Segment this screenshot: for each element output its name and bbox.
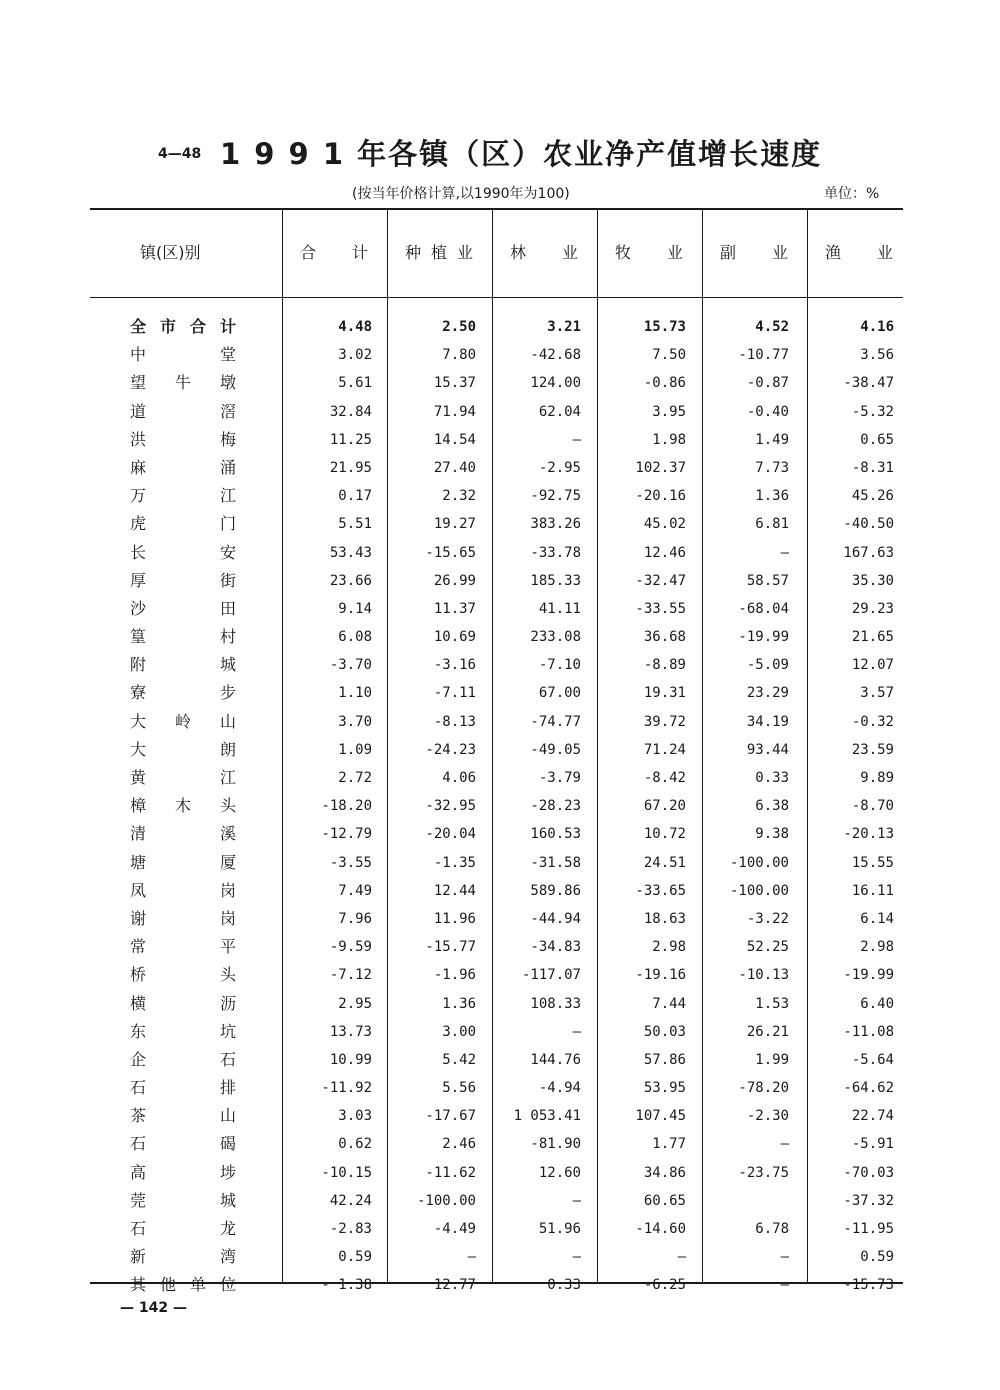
region-name: 篁 村 bbox=[130, 627, 236, 647]
value-cell: 144.76 bbox=[530, 1051, 581, 1068]
table-row bbox=[0, 679, 1000, 707]
value-cell: -11.95 bbox=[843, 1221, 894, 1237]
value-cell: 10.99 bbox=[329, 1051, 372, 1068]
value-cell: -11.08 bbox=[843, 1023, 894, 1040]
region-name: 大 朗 bbox=[130, 739, 236, 759]
page-title: 1 9 9 1 年各镇（区）农业净产值增长速度 bbox=[220, 137, 823, 171]
value-cell: 2.72 bbox=[338, 770, 372, 786]
region-name: 常 平 bbox=[130, 937, 236, 957]
value-cell: 2.32 bbox=[442, 488, 476, 505]
value-cell: 12.46 bbox=[643, 544, 686, 561]
value-cell: -34.83 bbox=[530, 939, 581, 956]
region-name: 万 江 bbox=[130, 486, 236, 506]
value-cell: -31.58 bbox=[530, 854, 581, 871]
table-row bbox=[0, 708, 1000, 736]
value-cell: 36.68 bbox=[643, 629, 686, 646]
value-cell: 18.63 bbox=[643, 910, 686, 927]
region-name: 凤 岗 bbox=[130, 880, 236, 900]
table-top-rule bbox=[90, 208, 903, 210]
value-cell: -2.83 bbox=[329, 1221, 372, 1237]
value-cell: 3.02 bbox=[338, 347, 372, 364]
value-cell: 15.55 bbox=[851, 854, 894, 871]
value-cell: -15.65 bbox=[425, 544, 476, 561]
value-cell: 1.99 bbox=[755, 1051, 789, 1068]
value-cell: -19.99 bbox=[738, 629, 789, 646]
value-cell: -5.32 bbox=[851, 403, 894, 420]
value-cell: 124.00 bbox=[530, 375, 581, 392]
table-row bbox=[0, 792, 1000, 820]
region-name: 樟 木 头 bbox=[130, 796, 236, 816]
value-cell: 383.26 bbox=[530, 516, 581, 533]
table-row bbox=[0, 426, 1000, 454]
value-cell: 4.48 bbox=[338, 319, 372, 335]
table-row bbox=[0, 820, 1000, 848]
region-name: 桥 头 bbox=[130, 965, 236, 985]
value-cell: 24.51 bbox=[643, 854, 686, 871]
value-cell: — bbox=[467, 1249, 476, 1266]
value-cell: 0.62 bbox=[338, 1136, 372, 1153]
value-cell: -8.31 bbox=[851, 459, 894, 476]
value-cell: 11.25 bbox=[329, 431, 372, 448]
region-name: 麻 涌 bbox=[130, 457, 236, 477]
value-cell: 0.33 bbox=[547, 1277, 581, 1294]
value-cell: -8.89 bbox=[643, 657, 686, 674]
table-row bbox=[0, 1102, 1000, 1130]
header-total: 合 计 bbox=[300, 243, 368, 262]
value-cell: 7.96 bbox=[338, 910, 372, 927]
value-cell: 9.38 bbox=[755, 826, 789, 843]
region-name: 石 龙 bbox=[130, 1219, 236, 1238]
region-name: 厚 街 bbox=[130, 570, 236, 590]
region-name: 道 滘 bbox=[130, 401, 236, 421]
value-cell: -100.00 bbox=[729, 882, 789, 899]
value-cell: -8.42 bbox=[643, 770, 686, 786]
value-cell: -1.35 bbox=[433, 854, 476, 871]
value-cell: 102.37 bbox=[635, 459, 686, 476]
value-cell: 3.56 bbox=[860, 347, 894, 364]
value-cell: -19.99 bbox=[843, 967, 894, 984]
value-cell: 1.49 bbox=[755, 431, 789, 448]
value-cell: 19.31 bbox=[643, 685, 686, 702]
value-cell: -92.75 bbox=[530, 488, 581, 505]
value-cell: 62.04 bbox=[538, 403, 581, 420]
region-name: 东 坑 bbox=[130, 1021, 236, 1041]
value-cell: -5.09 bbox=[746, 657, 789, 674]
table-header-rule bbox=[90, 297, 903, 298]
value-cell: -64.62 bbox=[843, 1080, 894, 1097]
value-cell: 11.37 bbox=[433, 600, 476, 617]
header-fishery: 渔 业 bbox=[825, 243, 893, 262]
value-cell: 7.50 bbox=[652, 347, 686, 364]
table-row bbox=[0, 905, 1000, 933]
value-cell: 12.60 bbox=[538, 1164, 581, 1181]
value-cell: 2.98 bbox=[860, 939, 894, 956]
region-name: 寮 步 bbox=[130, 683, 236, 703]
table-number: 4—48 bbox=[158, 146, 202, 162]
table-row bbox=[0, 1130, 1000, 1158]
value-cell: -3.70 bbox=[329, 657, 372, 674]
table-row bbox=[0, 567, 1000, 595]
value-cell: 167.63 bbox=[843, 544, 894, 561]
value-cell: -28.23 bbox=[530, 798, 581, 815]
region-name: 莞 城 bbox=[130, 1190, 236, 1210]
value-cell: 29.23 bbox=[851, 600, 894, 617]
value-cell: 3.21 bbox=[547, 319, 581, 335]
value-cell: — bbox=[572, 1249, 581, 1266]
value-cell: 58.57 bbox=[746, 572, 789, 589]
value-cell: 1.09 bbox=[338, 741, 372, 758]
value-cell: -81.90 bbox=[530, 1136, 581, 1153]
value-cell: -70.03 bbox=[843, 1164, 894, 1181]
value-cell: 7.73 bbox=[755, 459, 789, 476]
value-cell: 233.08 bbox=[530, 629, 581, 646]
subtitle: (按当年价格计算,以1990年为100) bbox=[352, 186, 570, 202]
value-cell: 2.95 bbox=[338, 995, 372, 1012]
title-block bbox=[0, 132, 1000, 172]
value-cell: -78.20 bbox=[738, 1080, 789, 1097]
value-cell: -7.11 bbox=[433, 685, 476, 702]
region-name: 企 石 bbox=[130, 1049, 236, 1069]
region-name: 谢 岗 bbox=[130, 908, 236, 928]
value-cell: -33.55 bbox=[635, 600, 686, 617]
value-cell: 32.84 bbox=[329, 403, 372, 420]
value-cell: 0.33 bbox=[755, 770, 789, 786]
value-cell: -19.16 bbox=[635, 967, 686, 984]
value-cell: 5.61 bbox=[338, 375, 372, 392]
region-name: 高 埗 bbox=[130, 1162, 236, 1182]
value-cell: — bbox=[780, 544, 789, 561]
value-cell: 12.07 bbox=[851, 657, 894, 674]
table-row bbox=[0, 1271, 1000, 1299]
value-cell: -40.50 bbox=[843, 516, 894, 533]
table-row bbox=[0, 1243, 1000, 1271]
value-cell: 34.86 bbox=[643, 1164, 686, 1181]
value-cell: -11.92 bbox=[321, 1080, 372, 1097]
value-cell: 13.73 bbox=[329, 1023, 372, 1040]
value-cell: -10.77 bbox=[738, 347, 789, 364]
value-cell: -0.32 bbox=[851, 713, 894, 730]
table-body bbox=[0, 313, 1000, 1300]
value-cell: 107.45 bbox=[635, 1108, 686, 1125]
value-cell: -7.10 bbox=[538, 657, 581, 674]
value-cell: -3.55 bbox=[329, 854, 372, 871]
value-cell: -0.87 bbox=[746, 375, 789, 392]
table-row bbox=[0, 651, 1000, 679]
table-row bbox=[0, 961, 1000, 989]
value-cell: -32.47 bbox=[635, 572, 686, 589]
value-cell: - 1.38 bbox=[321, 1277, 372, 1294]
value-cell: 71.24 bbox=[643, 741, 686, 758]
value-cell: -2.95 bbox=[538, 459, 581, 476]
value-cell: 14.54 bbox=[433, 431, 476, 448]
value-cell: -20.04 bbox=[425, 826, 476, 843]
value-cell: 21.95 bbox=[329, 459, 372, 476]
table-row bbox=[0, 454, 1000, 482]
value-cell: 3.03 bbox=[338, 1108, 372, 1125]
table-row bbox=[0, 990, 1000, 1018]
value-cell: -15.73 bbox=[843, 1277, 894, 1294]
value-cell: -0.40 bbox=[746, 403, 789, 420]
value-cell: 0.59 bbox=[860, 1249, 894, 1266]
value-cell: -10.13 bbox=[738, 967, 789, 984]
value-cell: — bbox=[780, 1136, 789, 1153]
value-cell: 16.11 bbox=[851, 882, 894, 899]
value-cell: 26.21 bbox=[746, 1023, 789, 1040]
value-cell: 0.59 bbox=[338, 1249, 372, 1266]
region-name: 全 市 合 计 bbox=[130, 317, 236, 336]
value-cell: -8.70 bbox=[851, 798, 894, 815]
value-cell: 41.11 bbox=[538, 600, 581, 617]
header-crop: 种 植 业 bbox=[405, 243, 473, 262]
table-row bbox=[0, 1018, 1000, 1046]
value-cell: 3.95 bbox=[652, 403, 686, 420]
table-row bbox=[0, 1159, 1000, 1187]
table-row bbox=[0, 849, 1000, 877]
value-cell: 1.53 bbox=[755, 995, 789, 1012]
value-cell: 1.36 bbox=[442, 995, 476, 1012]
value-cell: 2.98 bbox=[652, 939, 686, 956]
value-cell: 1.10 bbox=[338, 685, 372, 702]
value-cell: -23.75 bbox=[738, 1164, 789, 1181]
region-name: 石 碣 bbox=[130, 1134, 236, 1154]
value-cell: 57.86 bbox=[643, 1051, 686, 1068]
value-cell: 6.08 bbox=[338, 629, 372, 646]
value-cell: 0.17 bbox=[338, 488, 372, 505]
value-cell: 53.43 bbox=[329, 544, 372, 561]
value-cell: -100.00 bbox=[416, 1192, 476, 1209]
region-name: 石 排 bbox=[130, 1078, 236, 1098]
value-cell: 7.80 bbox=[442, 347, 476, 364]
value-cell: 6.14 bbox=[860, 910, 894, 927]
value-cell: -8.13 bbox=[433, 713, 476, 730]
value-cell: -68.04 bbox=[738, 600, 789, 617]
value-cell: 23.59 bbox=[851, 741, 894, 758]
value-cell: -100.00 bbox=[729, 854, 789, 871]
value-cell: 15.37 bbox=[433, 375, 476, 392]
unit-label: 单位：% bbox=[824, 186, 880, 202]
value-cell: 53.95 bbox=[643, 1080, 686, 1097]
value-cell: -32.95 bbox=[425, 798, 476, 815]
header-forestry: 林 业 bbox=[510, 243, 578, 262]
value-cell: -14.60 bbox=[635, 1221, 686, 1237]
value-cell: -5.64 bbox=[851, 1051, 894, 1068]
region-name: 洪 梅 bbox=[130, 429, 236, 449]
value-cell: 2.46 bbox=[442, 1136, 476, 1153]
header-animal: 牧 业 bbox=[615, 243, 683, 262]
value-cell: 160.53 bbox=[530, 826, 581, 843]
header-region: 镇(区)别 bbox=[140, 243, 201, 262]
value-cell: 15.73 bbox=[643, 319, 686, 335]
table-row bbox=[0, 1215, 1000, 1243]
value-cell: 11.96 bbox=[433, 910, 476, 927]
value-cell: 52.25 bbox=[746, 939, 789, 956]
value-cell: 93.44 bbox=[746, 741, 789, 758]
value-cell: -9.59 bbox=[329, 939, 372, 956]
value-cell: -20.16 bbox=[635, 488, 686, 505]
value-cell: -10.15 bbox=[321, 1164, 372, 1181]
region-name: 虎 门 bbox=[130, 514, 236, 534]
table-row bbox=[0, 510, 1000, 538]
value-cell: 3.57 bbox=[860, 685, 894, 702]
value-cell: 71.94 bbox=[433, 403, 476, 420]
region-name: 望 牛 墩 bbox=[130, 373, 236, 393]
page-number: — 142 — bbox=[120, 1300, 187, 1316]
value-cell: — bbox=[780, 1249, 789, 1266]
value-cell: 21.65 bbox=[851, 629, 894, 646]
table-row bbox=[0, 341, 1000, 369]
value-cell: — bbox=[572, 1192, 581, 1209]
value-cell: 12.44 bbox=[433, 882, 476, 899]
value-cell: 6.78 bbox=[755, 1221, 789, 1237]
table-row bbox=[0, 933, 1000, 961]
value-cell: — bbox=[572, 1023, 581, 1040]
value-cell: 67.20 bbox=[643, 798, 686, 815]
value-cell: 45.02 bbox=[643, 516, 686, 533]
value-cell: -11.62 bbox=[425, 1164, 476, 1181]
table-row bbox=[0, 539, 1000, 567]
value-cell: 39.72 bbox=[643, 713, 686, 730]
table-row bbox=[0, 1046, 1000, 1074]
value-cell: -44.94 bbox=[530, 910, 581, 927]
value-cell: -6.25 bbox=[643, 1277, 686, 1294]
value-cell: 6.40 bbox=[860, 995, 894, 1012]
value-cell: 51.96 bbox=[538, 1221, 581, 1237]
value-cell: -15.77 bbox=[425, 939, 476, 956]
value-cell: 60.65 bbox=[643, 1192, 686, 1209]
value-cell: 1.77 bbox=[652, 1136, 686, 1153]
region-name: 中 堂 bbox=[130, 345, 236, 365]
value-cell: -33.78 bbox=[530, 544, 581, 561]
table-row-total bbox=[0, 313, 1000, 341]
value-cell: 42.24 bbox=[329, 1192, 372, 1209]
value-cell: -1.96 bbox=[433, 967, 476, 984]
value-cell: 589.86 bbox=[530, 882, 581, 899]
table-row bbox=[0, 623, 1000, 651]
table-row bbox=[0, 764, 1000, 792]
table-row bbox=[0, 1187, 1000, 1215]
value-cell: 3.70 bbox=[338, 713, 372, 730]
value-cell: 4.06 bbox=[442, 770, 476, 786]
value-cell: 23.29 bbox=[746, 685, 789, 702]
value-cell: -0.86 bbox=[643, 375, 686, 392]
region-name: 清 溪 bbox=[130, 824, 236, 844]
region-name: 新 湾 bbox=[130, 1247, 236, 1267]
value-cell: — bbox=[572, 431, 581, 448]
value-cell: -2.30 bbox=[746, 1108, 789, 1125]
value-cell: 19.27 bbox=[433, 516, 476, 533]
value-cell: 7.49 bbox=[338, 882, 372, 899]
table-row bbox=[0, 736, 1000, 764]
value-cell: 5.51 bbox=[338, 516, 372, 533]
value-cell: 4.16 bbox=[860, 319, 894, 335]
table-row bbox=[0, 369, 1000, 397]
region-name: 大 岭 山 bbox=[130, 711, 236, 731]
value-cell: -42.68 bbox=[530, 347, 581, 364]
table-row bbox=[0, 877, 1000, 905]
value-cell: -7.12 bbox=[329, 967, 372, 984]
value-cell: -20.13 bbox=[843, 826, 894, 843]
value-cell: — bbox=[780, 1277, 789, 1294]
value-cell: 1 053.41 bbox=[513, 1108, 581, 1125]
region-name: 附 城 bbox=[130, 655, 236, 675]
value-cell: 185.33 bbox=[530, 572, 581, 589]
region-name: 其 他 单 位 bbox=[130, 1275, 236, 1295]
value-cell: 9.89 bbox=[860, 770, 894, 786]
region-name: 塘 厦 bbox=[130, 852, 236, 872]
region-name: 黄 江 bbox=[130, 768, 236, 787]
value-cell: 10.72 bbox=[643, 826, 686, 843]
value-cell: 45.26 bbox=[851, 488, 894, 505]
value-cell: -3.22 bbox=[746, 910, 789, 927]
value-cell: 12.77 bbox=[433, 1277, 476, 1294]
value-cell: 6.81 bbox=[755, 516, 789, 533]
value-cell: 5.42 bbox=[442, 1051, 476, 1068]
value-cell: 3.00 bbox=[442, 1023, 476, 1040]
value-cell: -18.20 bbox=[321, 798, 372, 815]
value-cell: 0.65 bbox=[860, 431, 894, 448]
value-cell: 5.56 bbox=[442, 1080, 476, 1097]
value-cell: -4.94 bbox=[538, 1080, 581, 1097]
value-cell: -3.16 bbox=[433, 657, 476, 674]
value-cell: -17.67 bbox=[425, 1108, 476, 1125]
value-cell: -38.47 bbox=[843, 375, 894, 392]
value-cell: -37.32 bbox=[843, 1192, 894, 1209]
value-cell: 10.69 bbox=[433, 629, 476, 646]
value-cell: 6.38 bbox=[755, 798, 789, 815]
value-cell: 26.99 bbox=[433, 572, 476, 589]
value-cell: 35.30 bbox=[851, 572, 894, 589]
value-cell: 4.52 bbox=[755, 319, 789, 335]
value-cell: — bbox=[677, 1249, 686, 1266]
value-cell: -117.07 bbox=[521, 967, 581, 984]
table-row bbox=[0, 482, 1000, 510]
table-row bbox=[0, 398, 1000, 426]
value-cell: -5.91 bbox=[851, 1136, 894, 1153]
value-cell: 27.40 bbox=[433, 459, 476, 476]
value-cell: 2.50 bbox=[442, 319, 476, 335]
value-cell: 9.14 bbox=[338, 600, 372, 617]
value-cell: -74.77 bbox=[530, 713, 581, 730]
region-name: 沙 田 bbox=[130, 598, 236, 618]
table-row bbox=[0, 1074, 1000, 1102]
region-name: 茶 山 bbox=[130, 1106, 236, 1126]
value-cell: 67.00 bbox=[538, 685, 581, 702]
value-cell: 7.44 bbox=[652, 995, 686, 1012]
value-cell: -49.05 bbox=[530, 741, 581, 758]
value-cell: 108.33 bbox=[530, 995, 581, 1012]
value-cell: 1.98 bbox=[652, 431, 686, 448]
value-cell: 23.66 bbox=[329, 572, 372, 589]
value-cell: -24.23 bbox=[425, 741, 476, 758]
header-sideline: 副 业 bbox=[720, 243, 788, 262]
value-cell: -4.49 bbox=[433, 1221, 476, 1237]
value-cell: 1.36 bbox=[755, 488, 789, 505]
region-name: 横 沥 bbox=[130, 993, 236, 1013]
value-cell: 50.03 bbox=[643, 1023, 686, 1040]
region-name: 长 安 bbox=[130, 542, 236, 562]
value-cell: -12.79 bbox=[321, 826, 372, 843]
table-row bbox=[0, 595, 1000, 623]
value-cell: 34.19 bbox=[746, 713, 789, 730]
value-cell: -3.79 bbox=[538, 770, 581, 786]
value-cell: -33.65 bbox=[635, 882, 686, 899]
value-cell: 22.74 bbox=[851, 1108, 894, 1125]
